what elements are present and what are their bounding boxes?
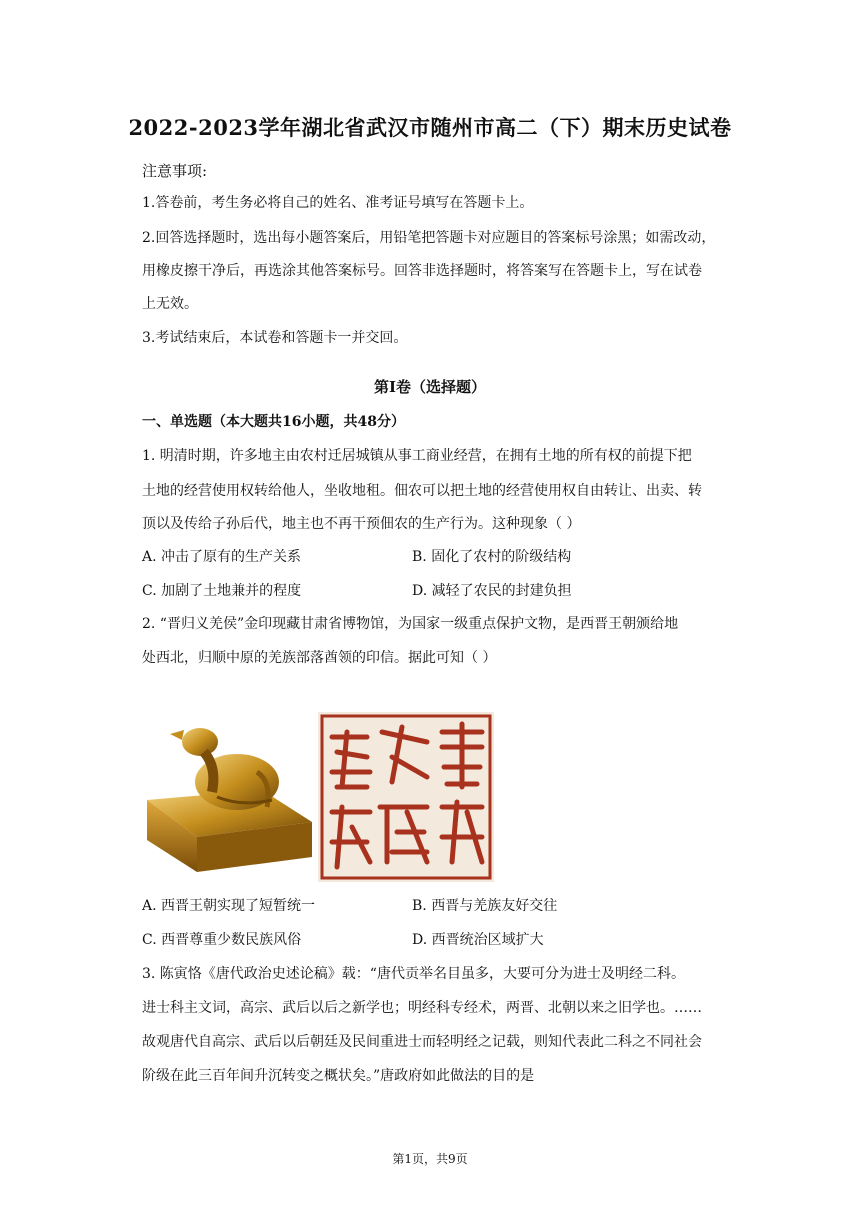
option-a: A. 冲击了原有的生产关系	[142, 549, 302, 565]
notice-line: 上无效。	[142, 296, 198, 312]
option-c: C. 加剧了土地兼并的程度	[142, 583, 302, 599]
option-d: D. 西晋统治区域扩大	[412, 932, 544, 948]
option-b: B. 西晋与羌族友好交往	[412, 898, 558, 914]
option-b: B. 固化了农村的阶级结构	[412, 549, 572, 565]
option-d: D. 减轻了农民的封建负担	[412, 583, 572, 599]
question-text: 1. 明清时期，许多地主由农村迁居城镇从事工商业经营，在拥有土地的所有权的前提下把	[142, 448, 692, 464]
page-footer: 第1页，共9页	[392, 1152, 468, 1166]
option-a: A. 西晋王朝实现了短暂统一	[142, 898, 316, 914]
section-title: 第I卷（选择题）	[373, 378, 487, 396]
question-2-images	[142, 712, 497, 882]
question-text: 3. 陈寅恪《唐代政治史述论稿》载：“唐代贡举名目虽多，大要可分为进士及明经二科。	[142, 966, 685, 982]
question-text: 顶以及传给子孙后代，地主也不再干预佃农的生产行为。这种现象（ ）	[142, 516, 581, 532]
question-text: 处西北，归顺中原的羌族部落酋领的印信。据此可知（ ）	[142, 650, 497, 666]
notice-heading: 注意事项:	[142, 162, 208, 180]
notice-line: 2.回答选择题时，选出每小题答案后，用铅笔把答题卡对应题目的答案标号涂黑；如需改动，	[142, 230, 716, 246]
exam-title: 2022-2023学年湖北省武汉市随州市高二（下）期末历史试卷	[128, 115, 732, 140]
question-text: 阶级在此三百年间升沉转变之概状矣。”唐政府如此做法的目的是	[142, 1068, 535, 1084]
notice-line: 1.答卷前，考生务必将自己的姓名、准考证号填写在答题卡上。	[142, 195, 534, 211]
question-text: 2. “晋归义羌侯”金印现藏甘肃省博物馆，为国家一级重点保护文物，是西晋王朝颁给地	[142, 616, 679, 632]
notice-line: 用橡皮擦干净后，再选涂其他答案标号。回答非选择题时，将答案写在答题卡上，写在试卷	[142, 263, 702, 279]
notice-line: 3.考试结束后，本试卷和答题卡一并交回。	[142, 330, 408, 346]
question-text: 故观唐代自高宗、武后以后朝廷及民间重进士而轻明经之记载，则知代表此二科之不同社会	[142, 1034, 702, 1050]
part-title: 一、单选题（本大题共16小题，共48分）	[142, 414, 405, 430]
option-c: C. 西晋尊重少数民族风俗	[142, 932, 302, 948]
question-text: 土地的经营使用权转给他人，坐收地租。佃农可以把土地的经营使用权自由转让、出卖、转	[142, 483, 702, 499]
gold-seal-image	[142, 712, 497, 882]
question-text: 进士科主文词，高宗、武后以后之新学也；明经科专经术，两晋、北朝以来之旧学也。……	[142, 1000, 702, 1016]
